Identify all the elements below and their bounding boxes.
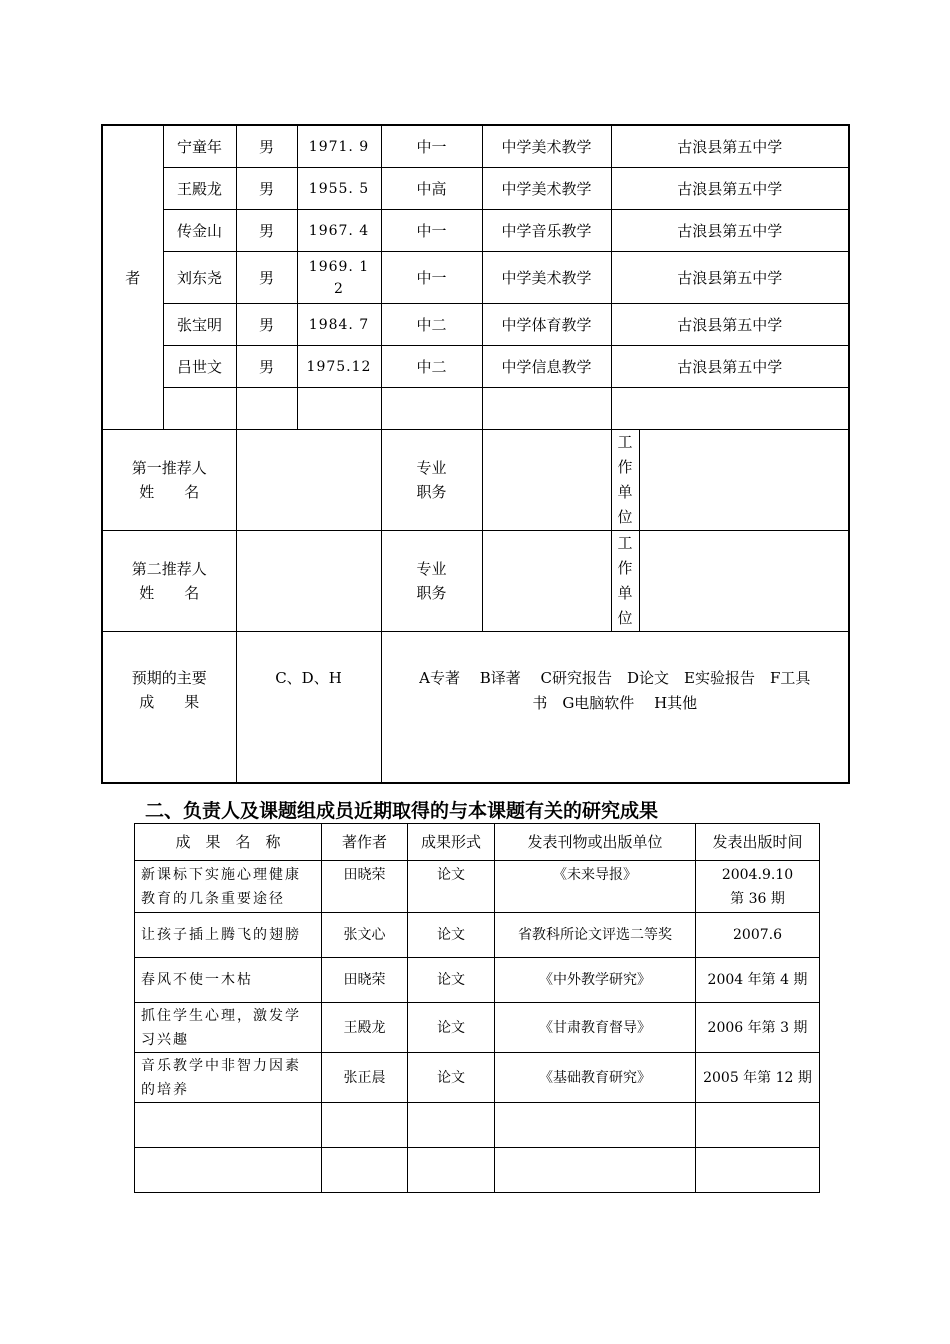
result-publication: 《未来导报》 xyxy=(495,861,696,913)
member-gender: 男 xyxy=(236,304,297,346)
member-title: 中二 xyxy=(381,304,482,346)
member-gender: 男 xyxy=(236,210,297,252)
header-name: 成 果 名 称 xyxy=(135,824,322,861)
result-form: 论文 xyxy=(408,958,495,1003)
first-recommender-title-field xyxy=(482,430,611,531)
member-name: 张宝明 xyxy=(163,304,236,346)
first-recommender-name-field xyxy=(236,430,381,531)
result-name: 让孩子插上腾飞的翅膀 xyxy=(135,913,322,958)
work-unit-label xyxy=(611,531,639,632)
header-author: 著作者 xyxy=(322,824,408,861)
result-form: 论文 xyxy=(408,913,495,958)
label-line: 姓 名 xyxy=(139,483,200,501)
member-birth: 1955. 5 xyxy=(297,168,381,210)
result-name: 春风不使一木枯 xyxy=(135,958,322,1003)
label-char: 单 xyxy=(617,584,633,602)
member-row xyxy=(102,125,849,168)
member-birth: 1975.12 xyxy=(297,346,381,388)
member-unit: 古浪县第五中学 xyxy=(611,125,849,168)
member-unit: 古浪县第五中学 xyxy=(611,304,849,346)
result-time: 2005 年第 12 期 xyxy=(696,1053,820,1103)
member-specialty: 中学美术教学 xyxy=(482,125,611,168)
member-unit: 古浪县第五中学 xyxy=(611,346,849,388)
member-name: 刘东尧 xyxy=(163,252,236,304)
table-header xyxy=(135,824,820,861)
table-row xyxy=(135,913,820,958)
work-unit-label xyxy=(611,430,639,531)
label-char: 单 xyxy=(617,483,633,501)
label-char: 位 xyxy=(617,508,633,526)
member-name: 王殿龙 xyxy=(163,168,236,210)
prof-title-label xyxy=(381,430,482,531)
result-author: 田晓荣 xyxy=(322,958,408,1003)
result-author: 王殿龙 xyxy=(322,1003,408,1053)
result-author: 张正晨 xyxy=(322,1053,408,1103)
table-row-empty xyxy=(135,1103,820,1148)
member-specialty: 中学体育教学 xyxy=(482,304,611,346)
member-gender: 男 xyxy=(236,346,297,388)
empty-cell xyxy=(135,1148,322,1193)
empty-cell xyxy=(611,388,849,430)
member-title: 中二 xyxy=(381,346,482,388)
time-line: 2004.9.10 xyxy=(721,866,794,883)
section-title: 二、负责人及课题组成员近期取得的与本课题有关的研究成果 xyxy=(145,800,659,822)
member-birth: 1971. 9 xyxy=(297,125,381,168)
result-publication: 《甘肃教育督导》 xyxy=(495,1003,696,1053)
member-birth-line1: 1969. 1 xyxy=(308,258,370,275)
label-line: 专业 xyxy=(416,459,447,477)
second-recommender-name-field xyxy=(236,531,381,632)
member-unit: 古浪县第五中学 xyxy=(611,252,849,304)
empty-cell xyxy=(135,1103,322,1148)
expected-results-options xyxy=(381,632,849,784)
result-publication: 《基础教育研究》 xyxy=(495,1053,696,1103)
vertical-label xyxy=(617,531,633,631)
members-side-label: 者 xyxy=(102,125,163,430)
table-row xyxy=(135,958,820,1003)
options-line: A专著 B译著 C研究报告 D论文 E实验报告 F工具 xyxy=(419,669,811,687)
member-specialty: 中学信息教学 xyxy=(482,346,611,388)
label-char: 工 xyxy=(617,534,633,552)
member-row xyxy=(102,252,849,304)
second-recommender-label xyxy=(102,531,236,632)
empty-cell xyxy=(495,1103,696,1148)
member-unit: 古浪县第五中学 xyxy=(611,168,849,210)
empty-cell xyxy=(163,388,236,430)
table-row xyxy=(135,861,820,913)
label-line: 预期的主要 xyxy=(131,669,207,687)
member-name: 传金山 xyxy=(163,210,236,252)
member-specialty: 中学美术教学 xyxy=(482,252,611,304)
label-char: 作 xyxy=(617,559,633,577)
result-author: 田晓荣 xyxy=(322,861,408,913)
second-recommender-title-field xyxy=(482,531,611,632)
time-line: 第 36 期 xyxy=(730,890,785,907)
first-recommender-label xyxy=(102,430,236,531)
label-line: 第二推荐人 xyxy=(131,560,207,578)
member-birth-line2: 2 xyxy=(334,280,344,297)
member-gender: 男 xyxy=(236,168,297,210)
member-row xyxy=(102,346,849,388)
empty-cell xyxy=(696,1148,820,1193)
expected-results-selected: C、D、H xyxy=(236,632,381,784)
result-name: 抓住学生心理，激发学习兴趣 xyxy=(135,1003,322,1053)
member-row xyxy=(102,210,849,252)
member-name: 吕世文 xyxy=(163,346,236,388)
member-row xyxy=(102,304,849,346)
table-row-empty xyxy=(135,1148,820,1193)
empty-cell xyxy=(696,1103,820,1148)
member-title: 中高 xyxy=(381,168,482,210)
member-birth: 1967. 4 xyxy=(297,210,381,252)
expected-results-label xyxy=(102,632,236,784)
member-title: 中一 xyxy=(381,125,482,168)
members-recommenders-table xyxy=(101,124,850,784)
label-line: 第一推荐人 xyxy=(131,459,207,477)
second-recommender-unit-field xyxy=(639,531,849,632)
table-row xyxy=(135,1053,820,1103)
member-title: 中一 xyxy=(381,210,482,252)
empty-cell xyxy=(322,1103,408,1148)
result-form: 论文 xyxy=(408,861,495,913)
empty-cell xyxy=(495,1148,696,1193)
options-line: 书 G电脑软件 H其他 xyxy=(532,694,698,712)
header-time: 发表出版时间 xyxy=(696,824,820,861)
empty-cell xyxy=(408,1103,495,1148)
result-time: 2006 年第 3 期 xyxy=(696,1003,820,1053)
table-row xyxy=(135,1003,820,1053)
member-name: 宁童年 xyxy=(163,125,236,168)
result-time: 2004 年第 4 期 xyxy=(696,958,820,1003)
empty-cell xyxy=(297,388,381,430)
empty-cell xyxy=(482,388,611,430)
result-time xyxy=(696,861,820,913)
prof-title-label xyxy=(381,531,482,632)
result-author: 张文心 xyxy=(322,913,408,958)
empty-cell xyxy=(322,1148,408,1193)
header-publication: 发表刊物或出版单位 xyxy=(495,824,696,861)
label-line: 职务 xyxy=(416,584,447,602)
expected-results-row xyxy=(102,632,849,784)
label-char: 位 xyxy=(617,609,633,627)
member-gender: 男 xyxy=(236,252,297,304)
result-name: 新课标下实施心理健康教育的几条重要途径 xyxy=(135,861,322,913)
first-recommender-row xyxy=(102,430,849,531)
label-line: 成 果 xyxy=(139,693,200,711)
member-title: 中一 xyxy=(381,252,482,304)
header-form: 成果形式 xyxy=(408,824,495,861)
empty-cell xyxy=(381,388,482,430)
result-name: 音乐教学中非智力因素的培养 xyxy=(135,1053,322,1103)
label-line: 专业 xyxy=(416,560,447,578)
member-birth: 1984. 7 xyxy=(297,304,381,346)
member-specialty: 中学美术教学 xyxy=(482,168,611,210)
second-recommender-row xyxy=(102,531,849,632)
label-line: 职务 xyxy=(416,483,447,501)
member-specialty: 中学音乐教学 xyxy=(482,210,611,252)
first-recommender-unit-field xyxy=(639,430,849,531)
result-publication: 省教科所论文评选二等奖 xyxy=(495,913,696,958)
result-form: 论文 xyxy=(408,1053,495,1103)
label-char: 工 xyxy=(617,433,633,451)
research-results-table xyxy=(134,823,820,1193)
result-form: 论文 xyxy=(408,1003,495,1053)
result-publication: 《中外教学研究》 xyxy=(495,958,696,1003)
empty-cell xyxy=(236,388,297,430)
member-row-empty xyxy=(102,388,849,430)
label-char: 作 xyxy=(617,458,633,476)
vertical-label xyxy=(617,430,633,530)
result-time: 2007.6 xyxy=(696,913,820,958)
member-gender: 男 xyxy=(236,125,297,168)
empty-cell xyxy=(408,1148,495,1193)
member-unit: 古浪县第五中学 xyxy=(611,210,849,252)
member-row xyxy=(102,168,849,210)
member-birth xyxy=(297,252,381,304)
label-line: 姓 名 xyxy=(139,584,200,602)
